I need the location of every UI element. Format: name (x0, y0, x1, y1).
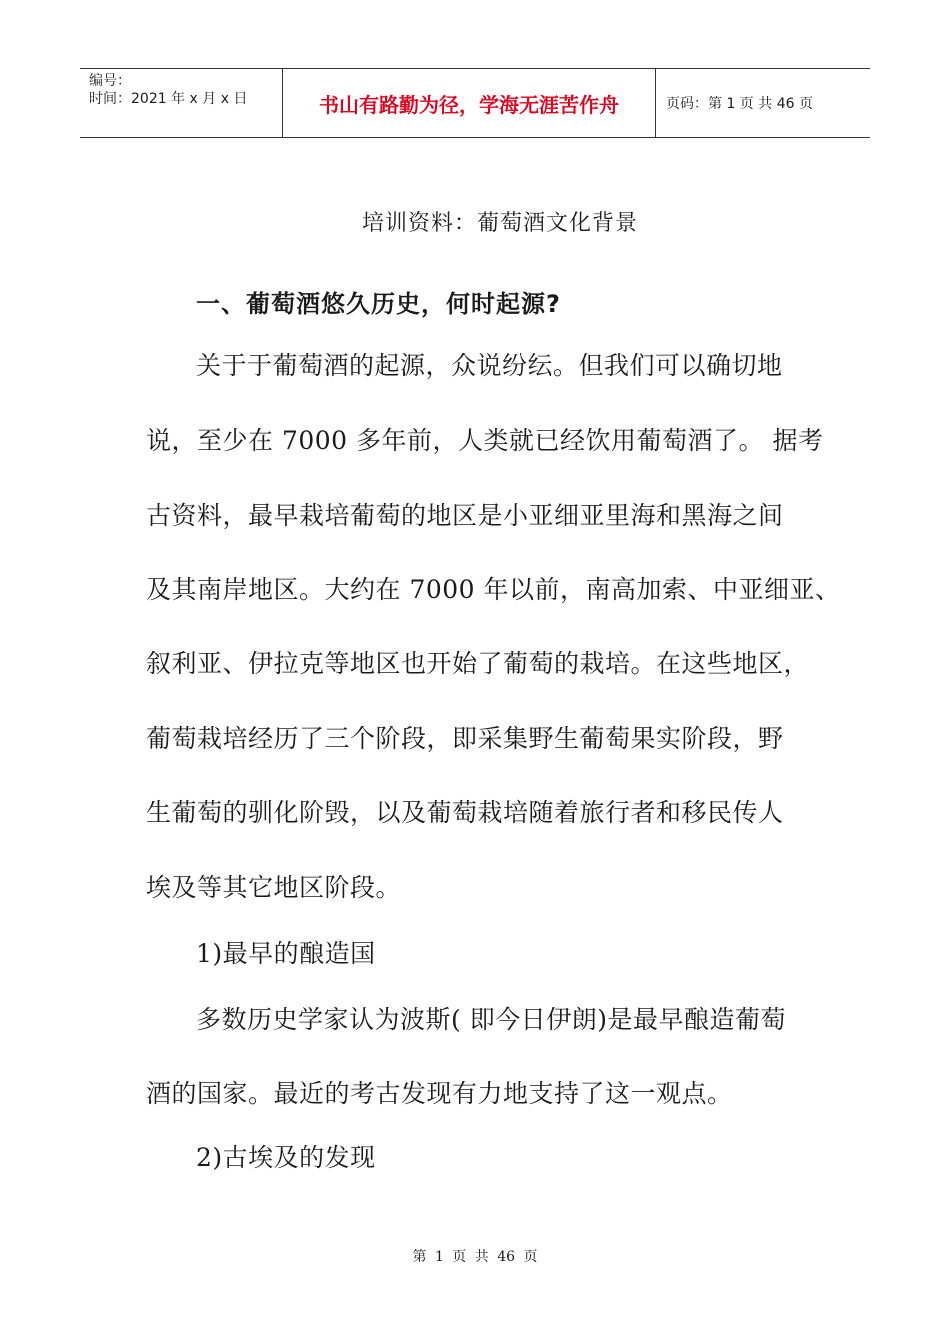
header-meta-cell (80, 69, 283, 137)
header-motto: 书山有路勤为径，学海无涯苦作舟 (319, 92, 619, 117)
body-line: 关于于葡萄酒的起源，众说纷纭。但我们可以确切地 (196, 351, 783, 380)
body-line: 叙利亚、伊拉克等地区也开始了葡萄的栽培。在这些地区， (146, 649, 810, 678)
header-table (80, 68, 870, 138)
header-page-cell (656, 69, 870, 137)
header-page-info: 页码：第 1 页 共 46 页 (666, 96, 813, 112)
body-line: 多数历史学家认为波斯( 即今日伊朗)是最早酿造葡萄 (196, 1005, 786, 1034)
header-motto-cell (283, 69, 656, 137)
page-footer: 第 1 页 共 46 页 (412, 1249, 538, 1265)
document-title: 培训资料：葡萄酒文化背景 (361, 211, 638, 236)
body-line: 葡萄栽培经历了三个阶段，即采集野生葡萄果实阶段，野 (146, 724, 784, 753)
body-line: 说，至少在 7000 多年前，人类就已经饮用葡萄酒了。 据考 (146, 426, 824, 455)
subheading-line: 2)古埃及的发现 (196, 1143, 376, 1172)
body-line: 古资料，最早栽培葡萄的地区是小亚细亚里海和黑海之间 (146, 501, 784, 530)
body-line: 埃及等其它地区阶段。 (146, 873, 402, 902)
body-line: 及其南岸地区。大约在 7000 年以前，南高加索、中亚细亚、 (146, 575, 841, 604)
body-line: 酒的国家。最近的考古发现有力地支持了这一观点。 (146, 1079, 733, 1108)
subheading-line: 1)最早的酿造国 (196, 939, 376, 968)
document-number-label: 编号： (89, 73, 131, 89)
section-heading: 一、葡萄酒悠久历史，何时起源? (196, 290, 561, 318)
body-line: 生葡萄的驯化阶毁，以及葡萄栽培随着旅行者和移民传人 (146, 798, 784, 827)
document-date-label: 时间：2021 年 x 月 x 日 (89, 91, 248, 107)
